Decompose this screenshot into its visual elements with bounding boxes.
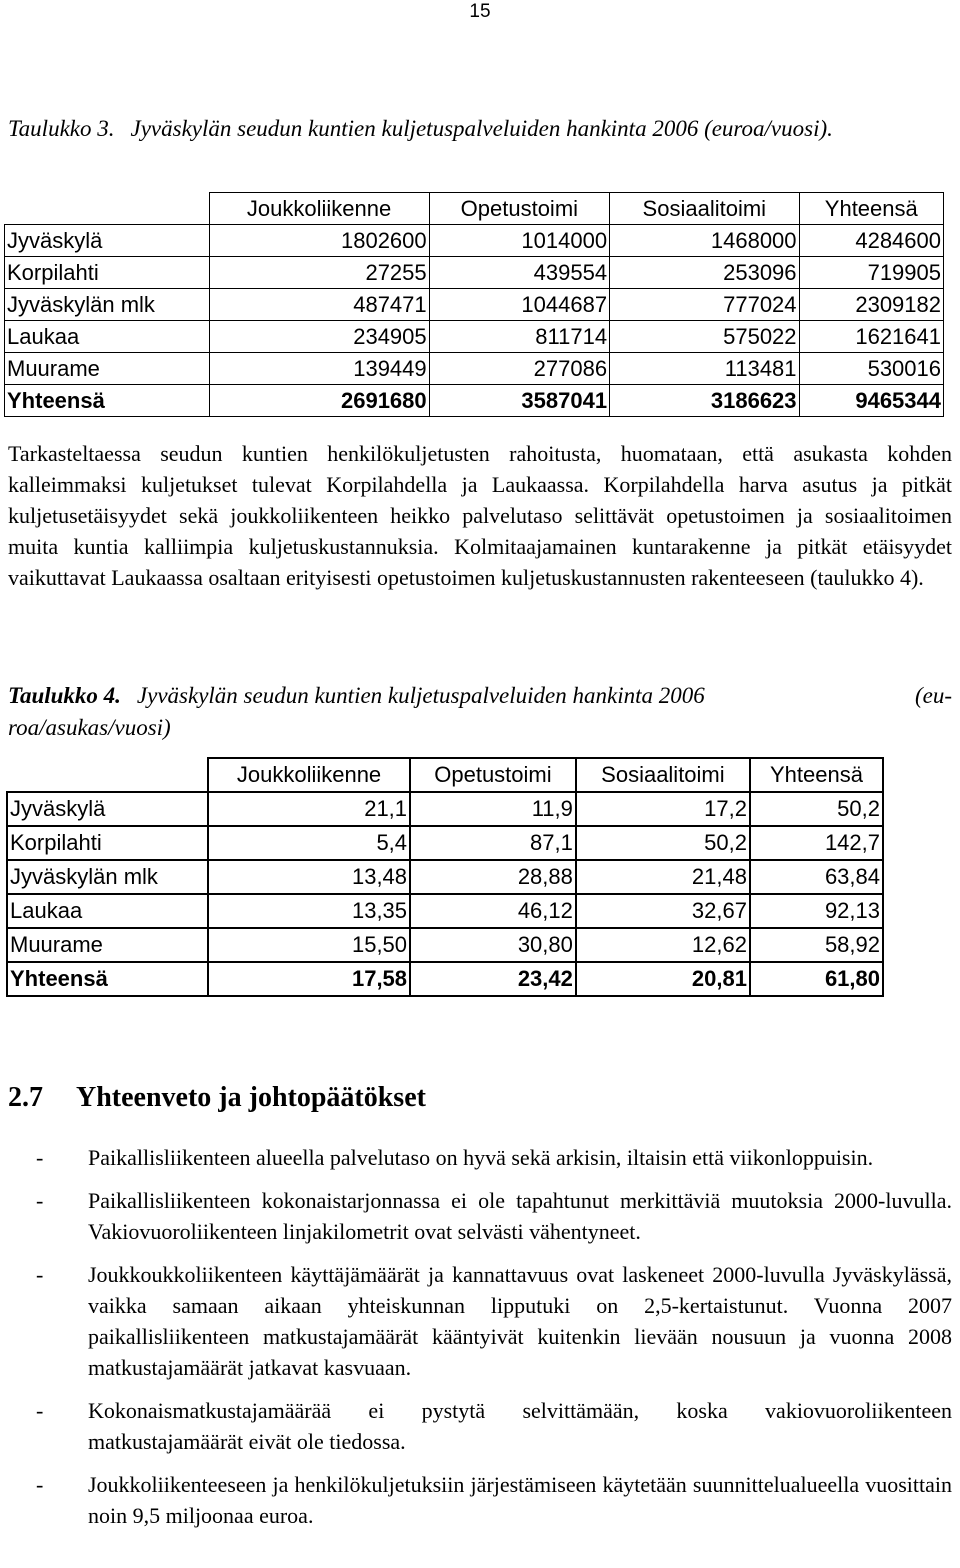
table-cell: 719905 [799,257,943,289]
list-item-text: Joukkoukkoliikenteen käyttäjämäärät ja kannattavuus ovat laskeneet 2000-luvulla Jyväskylässä, vaikka samaan aikaan yhteiskunnan lipputuki on 2,5-kertaistunut. Vuonna 2007 paikallisliikenteen matkustajamäärät kääntyivät kuitenkin lievään nousuun ja vuonna 2008 matkustajamäärät jatkavat kasvuaan. [88,1262,952,1380]
list-item-text: Kokonaismatkustajamäärää ei pystytä selvittämään, koska vakiovuoroliikenteen matkustajamäärät eivät ole tiedossa. [88,1398,952,1454]
table-row [5,257,944,289]
table-cell: 20,81 [576,962,750,996]
list-item-text: Joukkoliikenteeseen ja henkilökuljetuksiin järjestämiseen käytetään suunnittelualueella vuosittain noin 9,5 miljoonaa euroa. [88,1472,952,1528]
table-cell: 3587041 [429,385,609,417]
table-cell: 113481 [610,353,799,385]
table-cell: 17,2 [576,792,750,826]
row-label: Korpilahti [5,257,210,289]
table-cell: 13,35 [208,894,410,928]
list-item [8,1142,952,1173]
table3-caption [8,113,952,145]
table-cell: 777024 [610,289,799,321]
table-row [7,860,883,894]
bullet-dash: - [36,1145,44,1170]
table4-header-row [7,758,883,792]
table-row [7,792,883,826]
table-cell: 234905 [209,321,429,353]
table-cell: 61,80 [750,962,883,996]
bullet-list [8,1142,952,1543]
table-cell: 28,88 [410,860,576,894]
table-row [7,826,883,860]
section-heading [8,1080,426,1116]
table-cell: 1014000 [429,225,609,257]
table-row [5,353,944,385]
table-cell: 1044687 [429,289,609,321]
table-cell: 439554 [429,257,609,289]
table-cell: 13,48 [208,860,410,894]
table4-header-cell: Joukkoliikenne [208,758,410,792]
bullet-dash: - [36,1472,44,1497]
table-cell: 27255 [209,257,429,289]
table-cell: 23,42 [410,962,576,996]
table-cell: 811714 [429,321,609,353]
table4-header-cell: Sosiaalitoimi [576,758,750,792]
table-cell: 277086 [429,353,609,385]
table-cell: 253096 [610,257,799,289]
list-item-text: Paikallisliikenteen kokonaistarjonnassa ei ole tapahtunut merkittäviä muutoksia 2000-luvulla. Vakiovuoroliikenteen linjakilometrit ovat selvästi vähentyneet. [88,1188,952,1244]
table-row [5,321,944,353]
row-label: Jyväskylä [5,225,210,257]
table-cell: 9465344 [799,385,943,417]
table-cell: 30,80 [410,928,576,962]
list-item [8,1469,952,1531]
bullet-dash: - [36,1188,44,1213]
table-cell: 1621641 [799,321,943,353]
list-item [8,1259,952,1383]
table-cell: 87,1 [410,826,576,860]
table-cell: 46,12 [410,894,576,928]
table-cell: 12,62 [576,928,750,962]
table4-caption-line2: roa/asukas/vuosi) [8,715,171,740]
table-cell: 15,50 [208,928,410,962]
bullet-dash: - [36,1398,44,1423]
table3-header-row [5,193,944,225]
table-row [5,289,944,321]
table-cell: 487471 [209,289,429,321]
body-paragraph: Tarkasteltaessa seudun kuntien henkilökuljetusten rahoitusta, huomataan, että asukasta kohden kalleimmaksi kuljetukset tulevat Korpilahdella ja Laukaassa. Korpilahdella harva asutus ja pitkät kuljetusetäisyydet sekä joukkoliikenteen heikko palvelutaso selittävät opetustoimen ja sosiaalitoimen muita kuntia kalliimpia kuljetuskustannuksia. Kolmitaajamainen kuntarakenne ja pitkät etäisyydet vaikuttavat Laukaassa osaltaan erityisesti opetustoimen kuljetuskustannusten rakenteeseen (taulukko 4). [8,441,952,590]
table4-caption-label: Taulukko 4. [8,683,121,708]
table-cell: 1468000 [610,225,799,257]
table-row [7,928,883,962]
table-cell: 2691680 [209,385,429,417]
row-label: Yhteensä [7,962,208,996]
table-cell: 63,84 [750,860,883,894]
row-label: Jyväskylän mlk [7,860,208,894]
section-number: 2.7 [8,1082,43,1113]
table-cell: 21,48 [576,860,750,894]
table-total-row [5,385,944,417]
table-cell: 92,13 [750,894,883,928]
section-title: Yhteenveto ja johtopäätökset [76,1082,426,1113]
table-cell: 32,67 [576,894,750,928]
table3-caption-text: Jyväskylän seudun kuntien kuljetuspalveluiden hankinta 2006 (euroa/vuosi). [130,116,833,141]
table3-caption-label: Taulukko 3. [8,116,115,141]
table-cell: 530016 [799,353,943,385]
table-cell: 1802600 [209,225,429,257]
table-cell: 21,1 [208,792,410,826]
table-cell: 139449 [209,353,429,385]
table-cell: 4284600 [799,225,943,257]
table-cell: 142,7 [750,826,883,860]
table-cell: 3186623 [610,385,799,417]
table-total-row [7,962,883,996]
row-label: Jyväskylä [7,792,208,826]
table-cell: 50,2 [750,792,883,826]
row-label: Jyväskylän mlk [5,289,210,321]
table-row [7,894,883,928]
table-cell: 58,92 [750,928,883,962]
table-row [5,225,944,257]
table-cell: 5,4 [208,826,410,860]
table4-header-empty [7,758,208,792]
table4-caption-right: (eu- [914,683,952,708]
table3-header-empty [5,193,210,225]
table3-header-cell: Opetustoimi [429,193,609,225]
table3 [4,192,944,417]
table-cell: 2309182 [799,289,943,321]
table3-header-cell: Joukkoliikenne [209,193,429,225]
row-label: Muurame [7,928,208,962]
table4-header-cell: Opetustoimi [410,758,576,792]
table3-header-cell: Yhteensä [799,193,943,225]
row-label: Korpilahti [7,826,208,860]
list-item [8,1395,952,1457]
table-cell: 50,2 [576,826,750,860]
page-number: 15 [469,1,491,22]
table4 [6,757,884,997]
table-cell: 11,9 [410,792,576,826]
table-cell: 17,58 [208,962,410,996]
bullet-dash: - [36,1262,44,1287]
row-label: Laukaa [5,321,210,353]
row-label: Laukaa [7,894,208,928]
table3-header-cell: Sosiaalitoimi [610,193,799,225]
table4-header-cell: Yhteensä [750,758,883,792]
row-label: Muurame [5,353,210,385]
table4-caption-text: Jyväskylän seudun kuntien kuljetuspalveluiden hankinta 2006 [136,683,705,708]
table4-caption [8,680,952,744]
table-cell: 575022 [610,321,799,353]
row-label: Yhteensä [5,385,210,417]
list-item [8,1185,952,1247]
list-item-text: Paikallisliikenteen alueella palvelutaso on hyvä sekä arkisin, iltaisin että viikonloppuisin. [88,1145,874,1170]
